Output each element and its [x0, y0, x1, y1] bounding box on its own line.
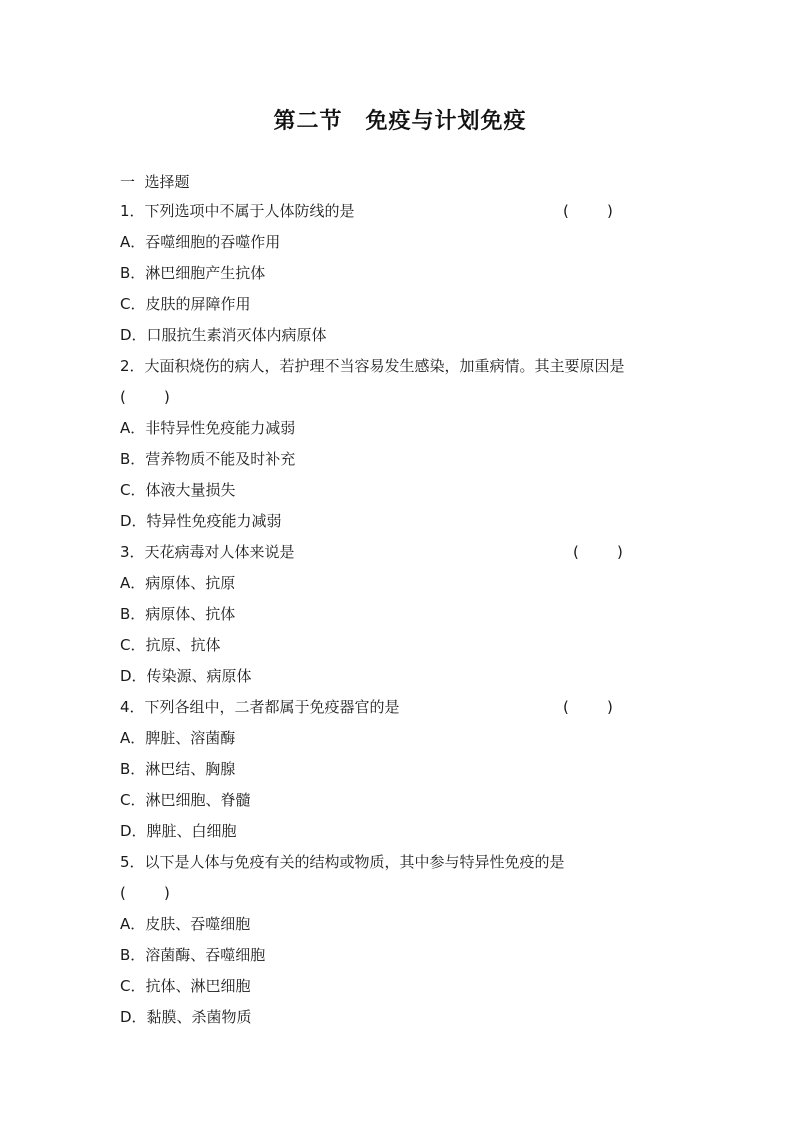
question-5-option-a: A．皮肤、吞噬细胞 [120, 915, 251, 933]
question-1-option-a: A．吞噬细胞的吞噬作用 [120, 233, 281, 251]
question-4-option-c: C．淋巴细胞、脊髓 [120, 791, 251, 809]
page-title: 第二节 免疫与计划免疫 [273, 109, 527, 134]
question-3-option-b: B．病原体、抗体 [120, 605, 236, 623]
question-4-option-b: B．淋巴结、胸腺 [120, 760, 236, 778]
question-4-answer-blank: ( ) [563, 698, 613, 716]
question-4-stem: 4．下列各组中，二者都属于免疫器官的是 [120, 698, 400, 716]
question-5-option-d: D．黏膜、杀菌物质 [120, 1008, 252, 1026]
question-2-option-d: D．特异性免疫能力减弱 [120, 512, 282, 530]
question-1-option-d: D．口服抗生素消灭体内病原体 [120, 326, 327, 344]
question-2-answer-blank: ( ) [120, 388, 170, 406]
question-5-option-b: B．溶菌酶、吞噬细胞 [120, 946, 266, 964]
question-5-stem: 5．以下是人体与免疫有关的结构或物质，其中参与特异性免疫的是 [120, 853, 565, 871]
question-1-answer-blank: ( ) [563, 202, 613, 220]
question-4-option-a: A．脾脏、溶菌酶 [120, 729, 236, 747]
question-3-option-d: D．传染源、病原体 [120, 667, 252, 685]
question-3-answer-blank: ( ) [573, 543, 623, 561]
question-5-option-c: C．抗体、淋巴细胞 [120, 977, 251, 995]
question-2-option-c: C．体液大量损失 [120, 481, 236, 499]
question-3-option-a: A．病原体、抗原 [120, 574, 236, 592]
question-4-option-d: D．脾脏、白细胞 [120, 822, 237, 840]
section-heading: 一 选择题 [120, 173, 190, 191]
question-3-stem: 3．天花病毒对人体来说是 [120, 543, 295, 561]
question-5-answer-blank: ( ) [120, 884, 170, 902]
question-1-option-c: C．皮肤的屏障作用 [120, 295, 251, 313]
question-1-stem: 1．下列选项中不属于人体防线的是 [120, 202, 355, 220]
question-2-option-b: B．营养物质不能及时补充 [120, 450, 296, 468]
question-3-option-c: C．抗原、抗体 [120, 636, 221, 654]
question-2-stem: 2．大面积烧伤的病人，若护理不当容易发生感染，加重病情。其主要原因是 [120, 357, 625, 375]
question-1-option-b: B．淋巴细胞产生抗体 [120, 264, 266, 282]
question-2-option-a: A．非特异性免疫能力减弱 [120, 419, 296, 437]
